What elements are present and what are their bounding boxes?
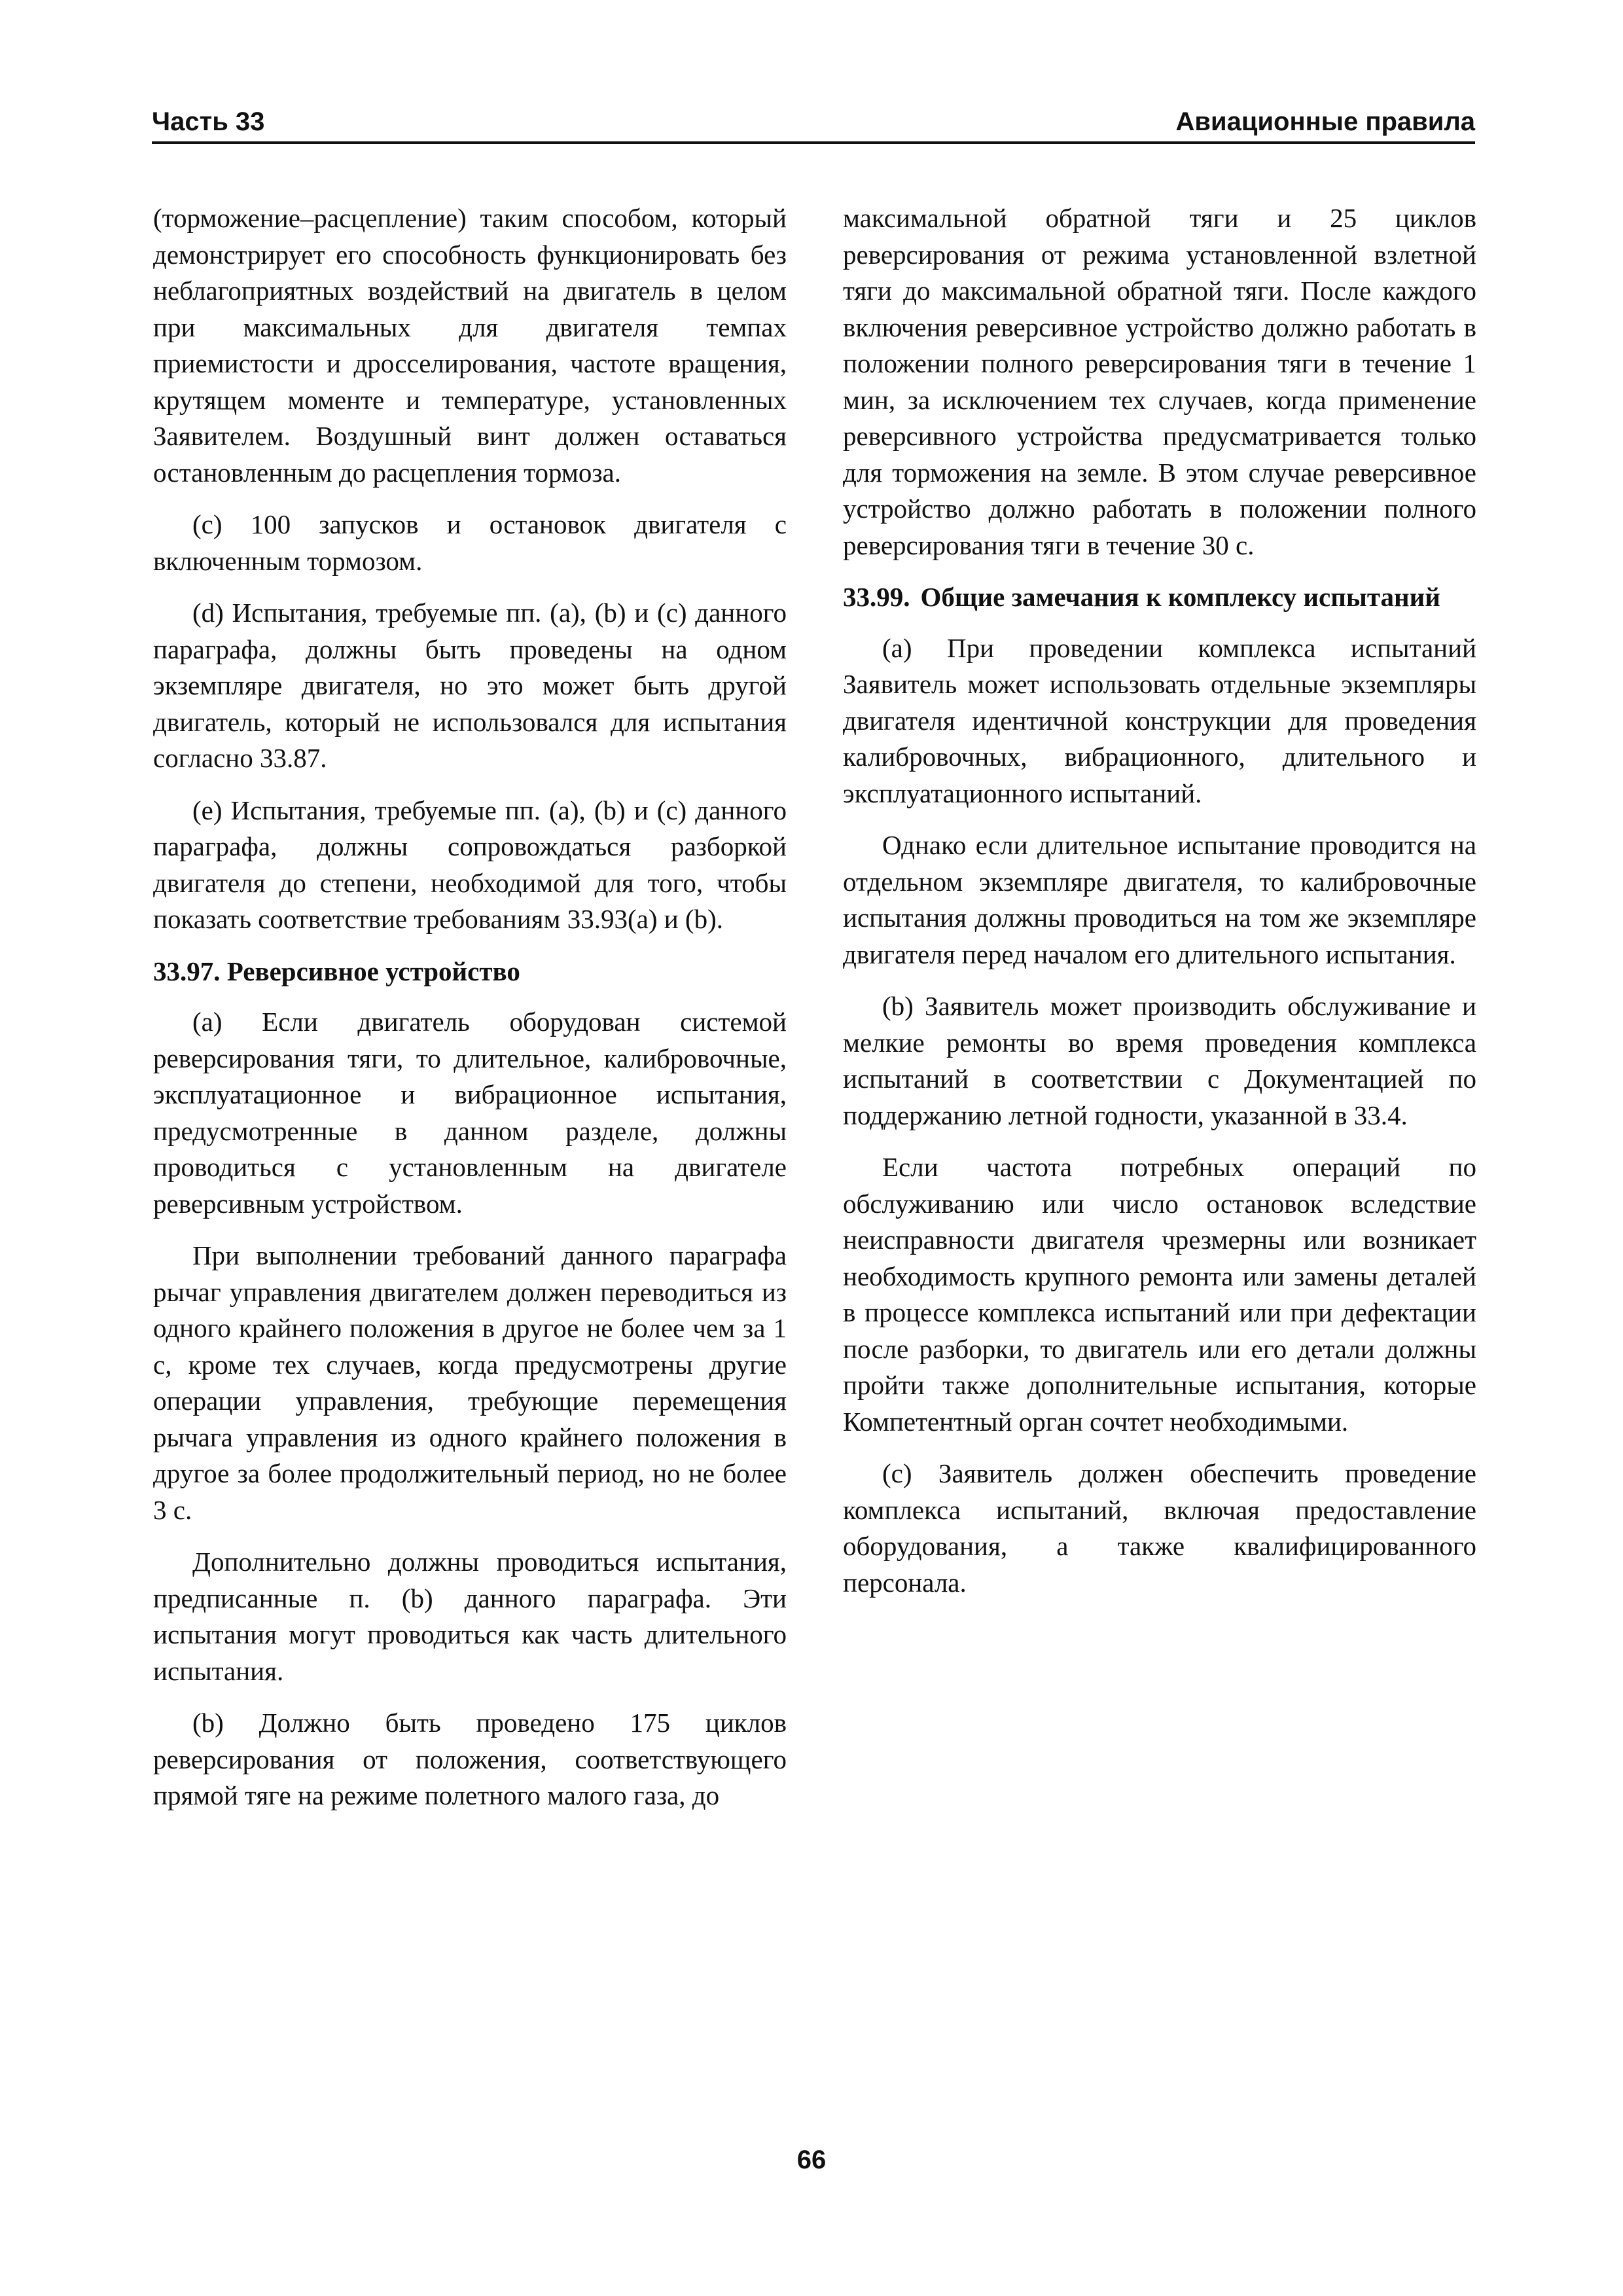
paragraph: При выполнении требований данного параграфа рычаг управления двигателем должен переводиться из одного крайнего положения в другое не более чем за 1 с, кроме тех случаев, когда предусмотрены другие операции управления, требующие перемещения рычага управления из одного крайнего положения в другое за более продолжительный период, но не более 3 с. [153,1240,787,1525]
section-heading-33-99 [843,579,1476,616]
paragraph: (торможение–расцепление) таким способом, который демонстрирует его способность функционировать без неблагоприятных воздействий на двигатель в целом при максимальных для двигателя темпах приемистости и дросселирования, частоте вращения, крутящем моменте и температуре, установленных Заявителем. Воздушный винт должен оставаться остановленным до расцепления тормоза. [153,203,787,488]
section-number: 33.99. [843,582,910,612]
paragraph: (e) Испытания, требуемые пп. (a), (b) и (c) данного параграфа, должны сопровождаться разборкой двигателя до степени, необходимой для того, чтобы показать соответствие требованиям 33.93(a) и (b). [153,795,787,934]
paragraph: (c) Заявитель должен обеспечить проведение комплекса испытаний, включая предоставление оборудования, а также квалифицированного персонала. [843,1458,1476,1598]
header-document-title: Авиационные правила [1175,107,1475,136]
paragraph: (b) Должно быть проведено 175 циклов реверсирования от положения, соответствующего прямой тяге на режиме полетного малого газа, до [153,1708,787,1810]
paragraph: (a) Если двигатель оборудован системой реверсирования тяги, то длительное, калибровочные, эксплуатационное и вибрационное испытания, предусмотренные в данном разделе, должны проводиться с установленным на двигателе реверсивным устройством. [153,1007,787,1219]
paragraph: (a) При проведении комплекса испытаний Заявитель может использовать отдельные экземпляры двигателя идентичной конструкции для проведения калибровочных, вибрационного, длительного и эксплуатационного испытаний. [843,632,1476,808]
section-heading-33-97: 33.97. Реверсивное устройство [153,956,520,986]
paragraph: (с) 100 запусков и остановок двигателя с включенным тормозом. [153,509,787,576]
right-column [843,200,1476,1617]
paragraph: Если частота потребных операций по обслуживанию или число остановок вследствие неисправности двигателя чрезмерны или возникает необходимость крупного ремонта или замены деталей в процессе комплекса испытаний или при дефектации после разборки, то двигатель или его детали должны пройти также дополнительные испытания, которые Компетентный орган сочтет необходимыми. [843,1152,1476,1437]
header-part-label: Часть 33 [152,107,265,136]
section-title: Общие замечания к комплексу испытаний [920,582,1440,612]
page-header [152,105,1475,144]
paragraph: Дополнительно должны проводиться испытания, предписанные п. (b) данного параграфа. Эти испытания могут проводиться как часть длительного испытания. [153,1547,787,1686]
paragraph: максимальной обратной тяги и 25 циклов реверсирования от режима установленной взлетной тяги до максимальной обратной тяги. После каждого включения реверсивное устройство должно работать в положении полного реверсирования тяги в течение 1 мин, за исключением тех случаев, когда применение реверсивного устройства предусматривается только для торможения на земле. В этом случае реверсивное устройство должно работать в положении полного реверсирования тяги в течение 30 с. [843,203,1476,560]
paragraph: Однако если длительное испытание проводится на отдельном экземпляре двигателя, то калибровочные испытания должны проводиться на том же экземпляре двигателя перед началом его длительного испытания. [843,830,1476,969]
paragraph: (d) Испытания, требуемые пп. (a), (b) и (c) данного параграфа, должны быть проведены на одном экземпляре двигателя, но это может быть другой двигатель, который не использовался для испытания согласно 33.87. [153,598,787,773]
left-column [153,200,787,1830]
paragraph: (b) Заявитель может производить обслуживание и мелкие ремонты во время проведения комплекса испытаний в соответствии с Документацией по поддержанию летной годности, указанной в 33.4. [843,991,1476,1130]
page-number: 66 [796,2145,827,2174]
